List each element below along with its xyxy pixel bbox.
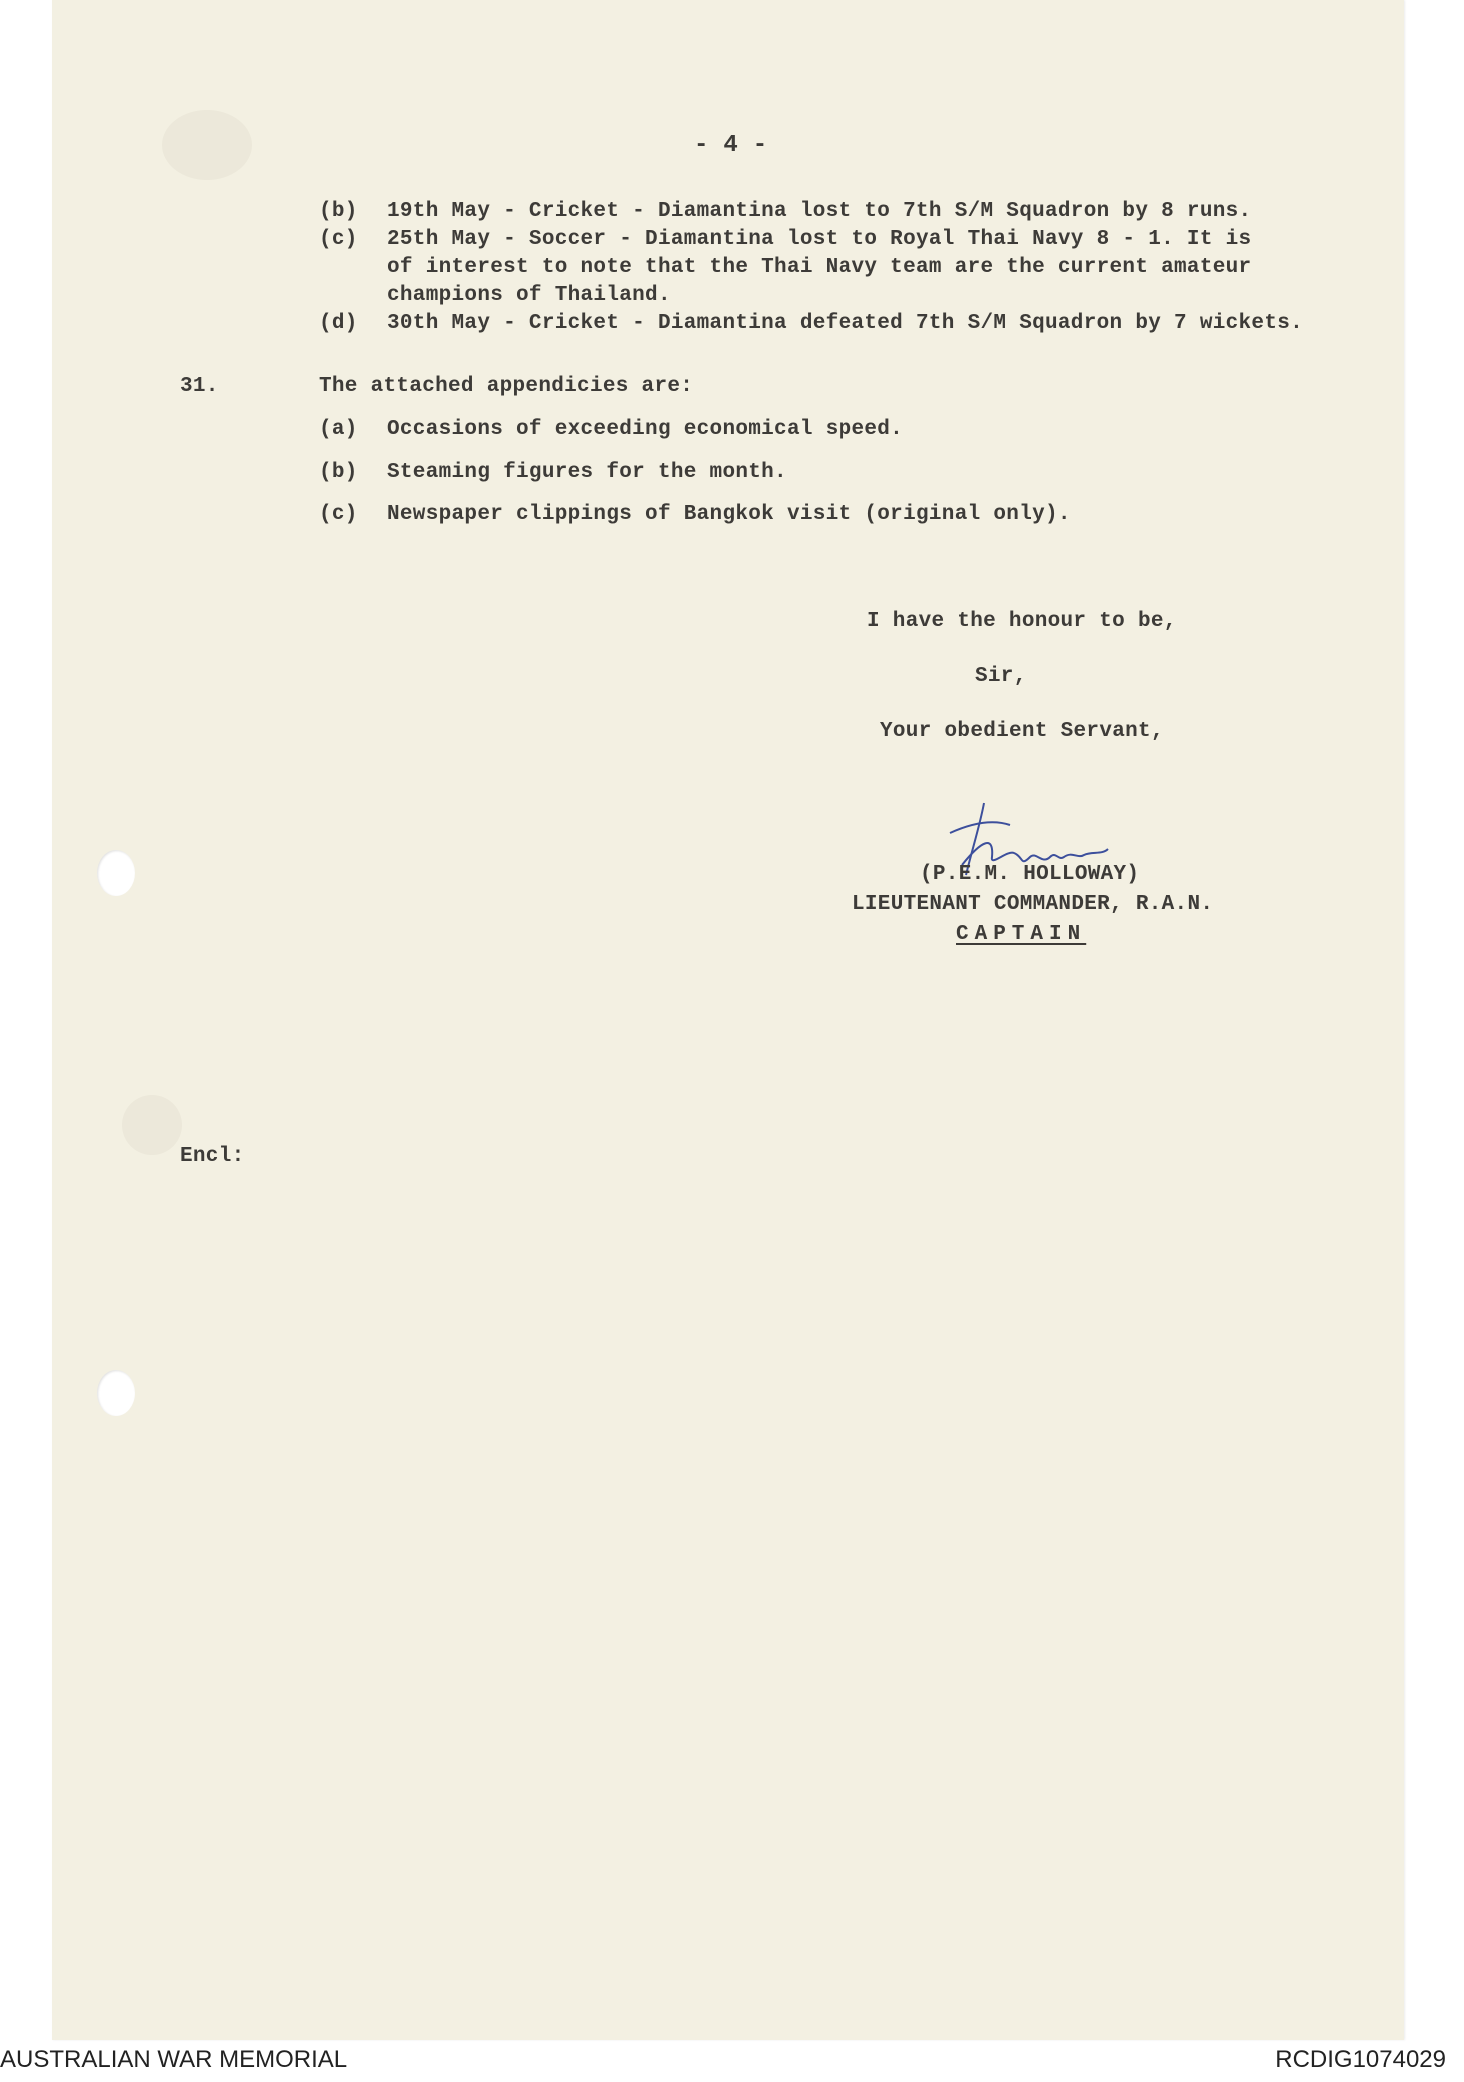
signatory-title: CAPTAIN xyxy=(956,923,1087,946)
paper-stain xyxy=(122,1095,182,1155)
appendix-marker: (b) xyxy=(319,461,358,484)
document-page xyxy=(52,0,1404,2040)
item-line: 30th May - Cricket - Diamantina defeated 7th S/M Squadron by 7 wickets. xyxy=(387,312,1304,335)
enclosure-label: Encl: xyxy=(180,1145,245,1168)
paragraph-intro: The attached appendicies are: xyxy=(319,375,694,398)
footer-source: AUSTRALIAN WAR MEMORIAL xyxy=(0,2046,348,2073)
paragraph-number: 31. xyxy=(180,375,219,398)
signatory-rank: LIEUTENANT COMMANDER, R.A.N. xyxy=(852,893,1214,916)
item-marker: (b) xyxy=(319,200,358,223)
closing-line: I have the honour to be, xyxy=(867,610,1177,633)
appendix-item: Occasions of exceeding economical speed. xyxy=(387,418,904,441)
appendix-marker: (a) xyxy=(319,418,358,441)
page-number: - 4 - xyxy=(694,132,768,159)
punch-hole xyxy=(97,850,135,896)
closing-salutation: Sir, xyxy=(975,665,1027,688)
item-marker: (c) xyxy=(319,228,358,251)
signatory-name: (P.E.M. HOLLOWAY) xyxy=(920,863,1140,886)
appendix-item: Newspaper clippings of Bangkok visit (original only). xyxy=(387,503,1071,526)
closing-servant: Your obedient Servant, xyxy=(880,720,1164,743)
appendix-marker: (c) xyxy=(319,503,358,526)
item-line: 25th May - Soccer - Diamantina lost to Royal Thai Navy 8 - 1. It is xyxy=(387,228,1252,251)
footer-id: RCDIG1074029 xyxy=(1275,2046,1446,2073)
item-line: 19th May - Cricket - Diamantina lost to 7th S/M Squadron by 8 runs. xyxy=(387,200,1252,223)
item-line: of interest to note that the Thai Navy team are the current amateur xyxy=(387,256,1252,279)
punch-hole xyxy=(97,1370,135,1416)
item-marker: (d) xyxy=(319,312,358,335)
paper-stain xyxy=(162,110,252,180)
item-line: champions of Thailand. xyxy=(387,284,671,307)
appendix-item: Steaming figures for the month. xyxy=(387,461,787,484)
